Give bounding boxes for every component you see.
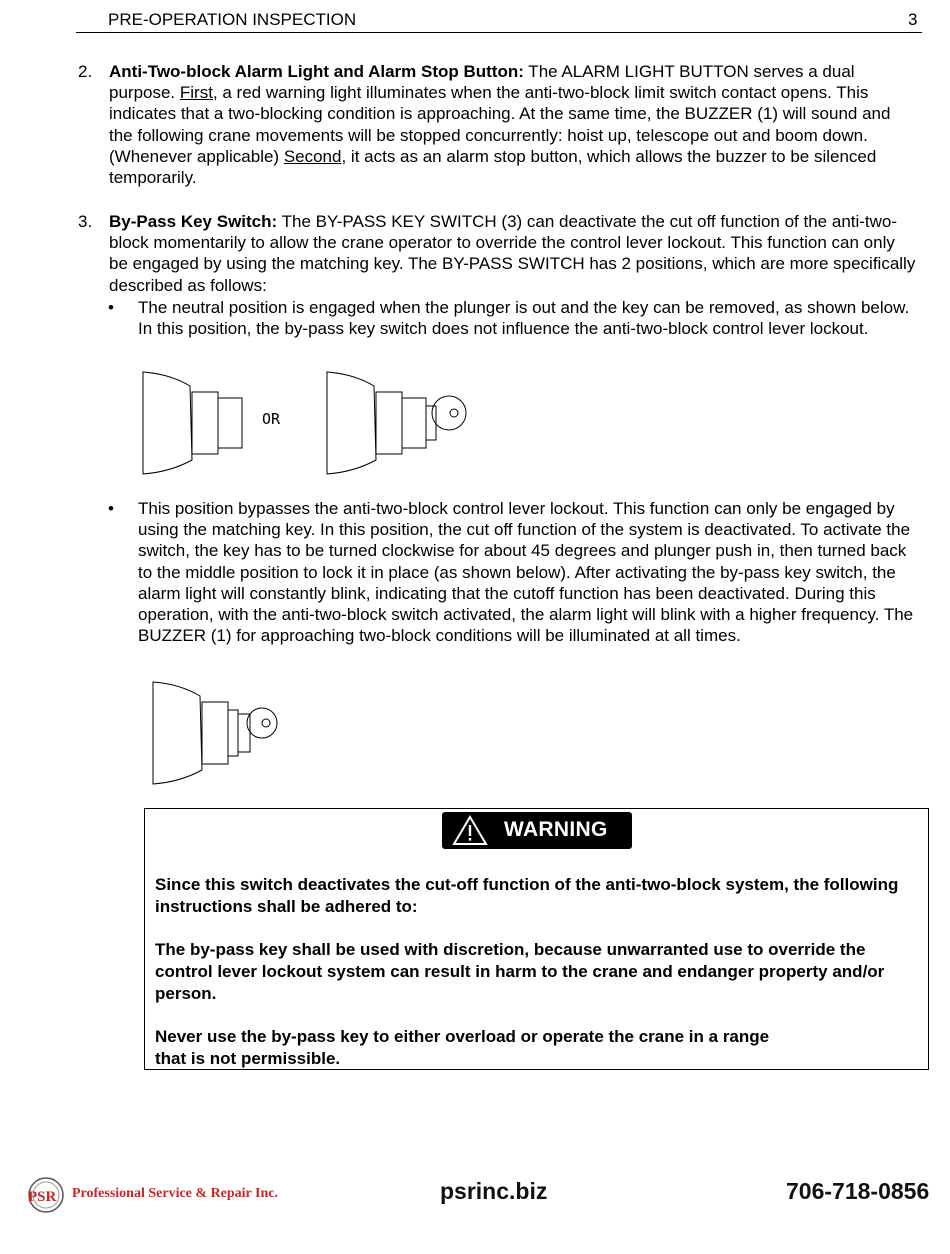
bullet-text: The neutral position is engaged when the plunger is out and the key can be removed, as shown below. In this position, the by-pass key switch does not influence the anti-two-block control lever lockout. — [138, 298, 910, 339]
or-label: OR — [262, 410, 281, 428]
warning-paragraph: The by-pass key shall be used with discretion, because unwarranted use to override the control lever lockout system can result in harm to the crane and endanger property and/or person. — [155, 940, 885, 1003]
warning-badge — [442, 812, 632, 849]
bullet-text: This position bypasses the anti-two-block control lever lockout. This function can only be engaged by using the matching key. In this position, the cut off function of the system is deactivated. To activate the switch, the key has to be turned clockwise for about 45 degrees and plunger push in, then turned back to the middle position to lock it in place (as shown below). After activating the by-pass key switch, the alarm light will constantly blink, indicating that the cutoff function has been deactivated. During this operation, with the anti-two-block switch activated, the alarm light will blink with a higher frequency. The BUZZER (1) for approaching two-block conditions will be illuminated at all times. — [138, 499, 914, 646]
header-divider — [76, 32, 922, 33]
warning-label: WARNING — [504, 818, 608, 841]
first-label: First — [179, 83, 213, 103]
item-body — [109, 61, 917, 188]
item-text-part: , a red warning light illuminates when the anti-two-block limit switch contact opens. This indicates that a two-blocking condition is approaching. At the same time, the BUZZER (1) will sound and the following crane movements will be stopped concurrently: hoist up, telescope out and boom down. (Whenever applicable) — [109, 83, 891, 166]
bullet-marker: • — [108, 298, 114, 317]
page-header-title: PRE-OPERATION INSPECTION — [108, 10, 357, 29]
psr-logo — [26, 1176, 68, 1214]
warning-triangle-icon — [452, 815, 488, 846]
footer-website[interactable]: psrinc.biz — [440, 1178, 548, 1204]
footer-company-name: Professional Service & Repair Inc. — [72, 1186, 278, 1201]
switch-plunger-out-icon — [143, 372, 242, 474]
item-number: 2. — [78, 62, 93, 81]
bullet-marker: • — [108, 499, 114, 518]
warning-box — [144, 808, 929, 1070]
item-heading: By-Pass Key Switch: — [109, 212, 278, 231]
switch-neutral-figure — [140, 368, 480, 478]
logo-text: PSR — [28, 1189, 57, 1205]
item-number: 3. — [78, 212, 93, 231]
item-body — [109, 211, 917, 296]
page-number: 3 — [908, 10, 918, 29]
switch-with-key-icon — [327, 372, 466, 474]
footer-phone[interactable]: 706-718-0856 — [786, 1178, 930, 1204]
item-heading: Anti-Two-block Alarm Light and Alarm Stop Button: — [109, 62, 524, 81]
item-text-part: , it acts as an alarm stop button, which allows the buzzer to be silenced temporarily. — [109, 146, 877, 188]
warning-paragraph: Since this switch deactivates the cut-off function of the anti-two-block system, the following instructions shall be adhered to: — [155, 875, 899, 916]
switch-plunger-in-icon — [153, 682, 277, 784]
item-text-part: The ALARM LIGHT BUTTON serves a dual purpose. — [109, 62, 855, 103]
second-label: Second — [283, 146, 342, 166]
switch-bypass-figure — [150, 678, 290, 788]
warning-paragraph: Never use the by-pass key to either overload or operate the crane in a range that is not permissible. — [155, 1027, 770, 1068]
item-text-part: The BY-PASS KEY SWITCH (3) can deactivate the cut off function of the anti-two-block momentarily to allow the crane operator to override the control lever lockout. This function can only be engaged by using the matching key. The BY-PASS SWITCH has 2 positions, which are more specifically described as follows: — [109, 212, 916, 295]
